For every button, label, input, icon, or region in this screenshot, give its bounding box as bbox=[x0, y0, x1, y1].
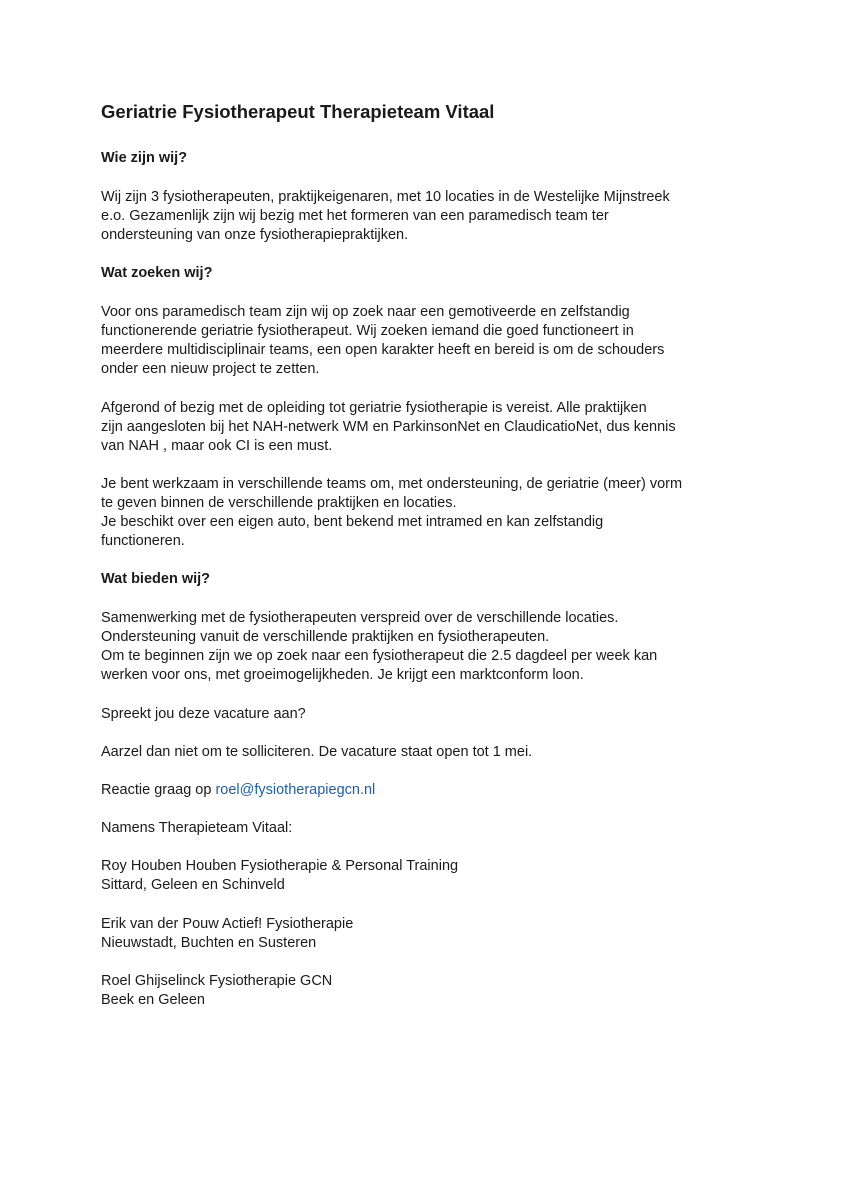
heading-offer: Wat bieden wij? bbox=[101, 571, 211, 587]
seek-p3-line-4: functioneren. bbox=[101, 533, 185, 549]
seek-p2-line-2: zijn aangesloten bij het NAH-netwerk WM en ParkinsonNet en ClaudicatioNet, dus kennis bbox=[101, 419, 676, 435]
seek-p3-line-1: Je bent werkzaam in verschillende teams om, met ondersteuning, de geriatrie (meer) vorm bbox=[101, 476, 683, 492]
closing-on-behalf: Namens Therapieteam Vitaal: bbox=[101, 820, 293, 836]
seek-p1-line-2: functionerende geriatrie fysiotherapeut. Wij zoeken iemand die goed functioneert in bbox=[101, 323, 634, 339]
seek-p3-line-3: Je beschikt over een eigen auto, bent bekend met intramed en kan zelfstandig bbox=[101, 514, 604, 530]
seek-p1-line-4: onder een nieuw project te zetten. bbox=[101, 361, 320, 377]
heading-who: Wie zijn wij? bbox=[101, 150, 188, 166]
offer-line-2: Ondersteuning vanuit de verschillende praktijken en fysiotherapeuten. bbox=[101, 629, 550, 645]
email-link[interactable]: roel@fysiotherapiegcn.nl bbox=[215, 782, 376, 798]
seek-p1-line-1: Voor ons paramedisch team zijn wij op zoek naar een gemotiveerde en zelfstandig bbox=[101, 304, 630, 320]
signatory-2-name: Erik van der Pouw Actief! Fysiotherapie bbox=[101, 916, 354, 932]
signatory-3-locations: Beek en Geleen bbox=[101, 992, 205, 1008]
seek-p2-line-3: van NAH , maar ook CI is een must. bbox=[101, 438, 333, 454]
offer-line-3: Om te beginnen zijn we op zoek naar een fysiotherapeut die 2.5 dagdeel per week kan bbox=[101, 648, 658, 664]
offer-line-4: werken voor ons, met groeimogelijkheden. Je krijgt een marktconform loon. bbox=[101, 667, 584, 683]
closing-apply: Aarzel dan niet om te solliciteren. De vacature staat open tot 1 mei. bbox=[101, 744, 533, 760]
who-line-1: Wij zijn 3 fysiotherapeuten, praktijkeigenaren, met 10 locaties in de Westelijke Mijnstreek bbox=[101, 189, 670, 205]
signatory-2-locations: Nieuwstadt, Buchten en Susteren bbox=[101, 935, 317, 951]
seek-p2-line-1: Afgerond of bezig met de opleiding tot geriatrie fysiotherapie is vereist. Alle praktijken bbox=[101, 400, 647, 416]
closing-reaction bbox=[101, 781, 375, 800]
who-line-3: ondersteuning van onze fysiotherapiepraktijken. bbox=[101, 227, 409, 243]
seek-p3-line-2: te geven binnen de verschillende praktijken en locaties. bbox=[101, 495, 457, 511]
who-line-2: e.o. Gezamenlijk zijn wij bezig met het formeren van een paramedisch team ter bbox=[101, 208, 609, 224]
document-title: Geriatrie Fysiotherapeut Therapieteam Vitaal bbox=[101, 101, 495, 122]
reaction-prefix: Reactie graag op bbox=[101, 782, 216, 798]
heading-seek: Wat zoeken wij? bbox=[101, 265, 213, 281]
signatory-1-name: Roy Houben Houben Fysiotherapie & Personal Training bbox=[101, 858, 459, 874]
closing-appeal: Spreekt jou deze vacature aan? bbox=[101, 706, 306, 722]
offer-line-1: Samenwerking met de fysiotherapeuten verspreid over de verschillende locaties. bbox=[101, 610, 619, 626]
signatory-1-locations: Sittard, Geleen en Schinveld bbox=[101, 877, 285, 893]
seek-p1-line-3: meerdere multidisciplinair teams, een open karakter heeft en bereid is om de schouders bbox=[101, 342, 665, 358]
signatory-3-name: Roel Ghijselinck Fysiotherapie GCN bbox=[101, 973, 333, 989]
